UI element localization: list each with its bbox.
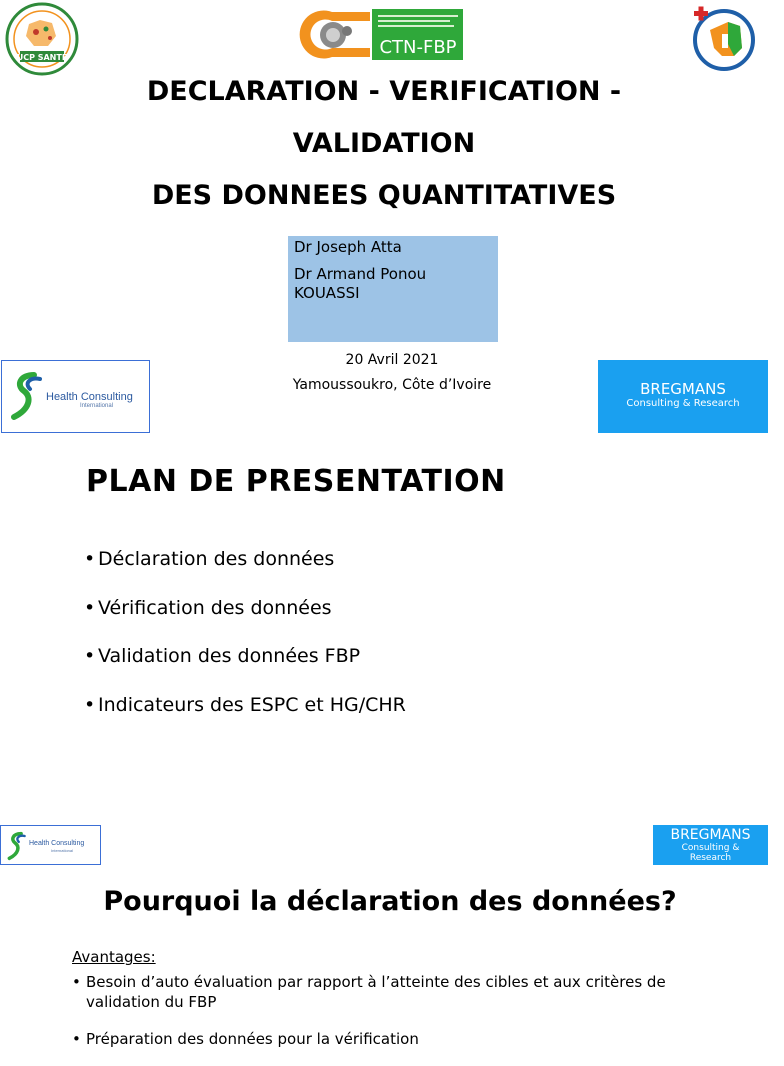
health-consulting-sub: International (80, 403, 114, 409)
bullet-icon: • (72, 973, 81, 991)
advantages-list (72, 972, 732, 1066)
plan-item: • Déclaration des données (84, 548, 335, 570)
why-declaration-slide (0, 810, 768, 1048)
presentation-place: Yamoussoukro, Côte d’Ivoire (292, 377, 492, 393)
bullet-icon: • (84, 596, 96, 619)
title-line-1: DECLARATION - VERIFICATION - (146, 76, 622, 107)
health-consulting-sub: International (51, 848, 74, 853)
title-line-3: DES DONNEES QUANTITATIVES (151, 180, 617, 211)
author-2: Dr Armand Ponou KOUASSI (294, 265, 427, 302)
presentation-date: 20 Avril 2021 (345, 352, 439, 368)
bregmans-name: BREGMANS (640, 380, 726, 398)
health-consulting-name: Health Consulting (46, 391, 133, 403)
plan-title: PLAN DE PRESENTATION (86, 464, 506, 499)
bregmans-logo (598, 360, 768, 433)
health-consulting-logo (0, 825, 101, 865)
health-consulting-swoosh-icon (10, 369, 44, 423)
health-consulting-swoosh-icon (7, 830, 27, 862)
advantage-item: • Besoin d’auto évaluation par rapport à l’atteinte des cibles et aux critères de validation du FBP (72, 973, 666, 1011)
bregmans-sub: Consulting & Research (681, 843, 740, 863)
ministry-health-logo (688, 4, 760, 76)
ucp-sante-logo (2, 2, 82, 76)
plan-slide (0, 440, 768, 810)
svg-text:CTN-FBP: CTN-FBP (379, 37, 457, 58)
svg-text:UCP SANTE: UCP SANTE (16, 53, 68, 62)
authors-box (288, 236, 498, 342)
title-line-2: VALIDATION (292, 128, 476, 159)
bregmans-logo (653, 825, 768, 865)
bregmans-name: BREGMANS (670, 827, 751, 843)
health-consulting-name: Health Consulting (29, 840, 85, 847)
advantages-label: Avantages: (72, 948, 156, 966)
ctn-fbp-logo (300, 7, 463, 62)
author-1: Dr Joseph Atta (294, 238, 402, 256)
health-consulting-logo (1, 360, 150, 433)
bregmans-sub: Consulting & Research (626, 398, 740, 409)
title-slide (0, 0, 768, 440)
bullet-icon: • (84, 645, 96, 667)
bullet-icon: • (84, 548, 96, 570)
advantage-item: • Préparation des données pour la vérification (72, 1030, 419, 1048)
bullet-icon: • (72, 1030, 81, 1048)
bullet-icon: • (84, 693, 96, 716)
plan-list (84, 548, 406, 742)
plan-item: • Vérification des données (84, 596, 332, 619)
plan-item: • Indicateurs des ESPC et HG/CHR (84, 693, 406, 716)
why-title: Pourquoi la déclaration des données? (103, 886, 677, 917)
plan-item: • Validation des données FBP (84, 645, 361, 667)
